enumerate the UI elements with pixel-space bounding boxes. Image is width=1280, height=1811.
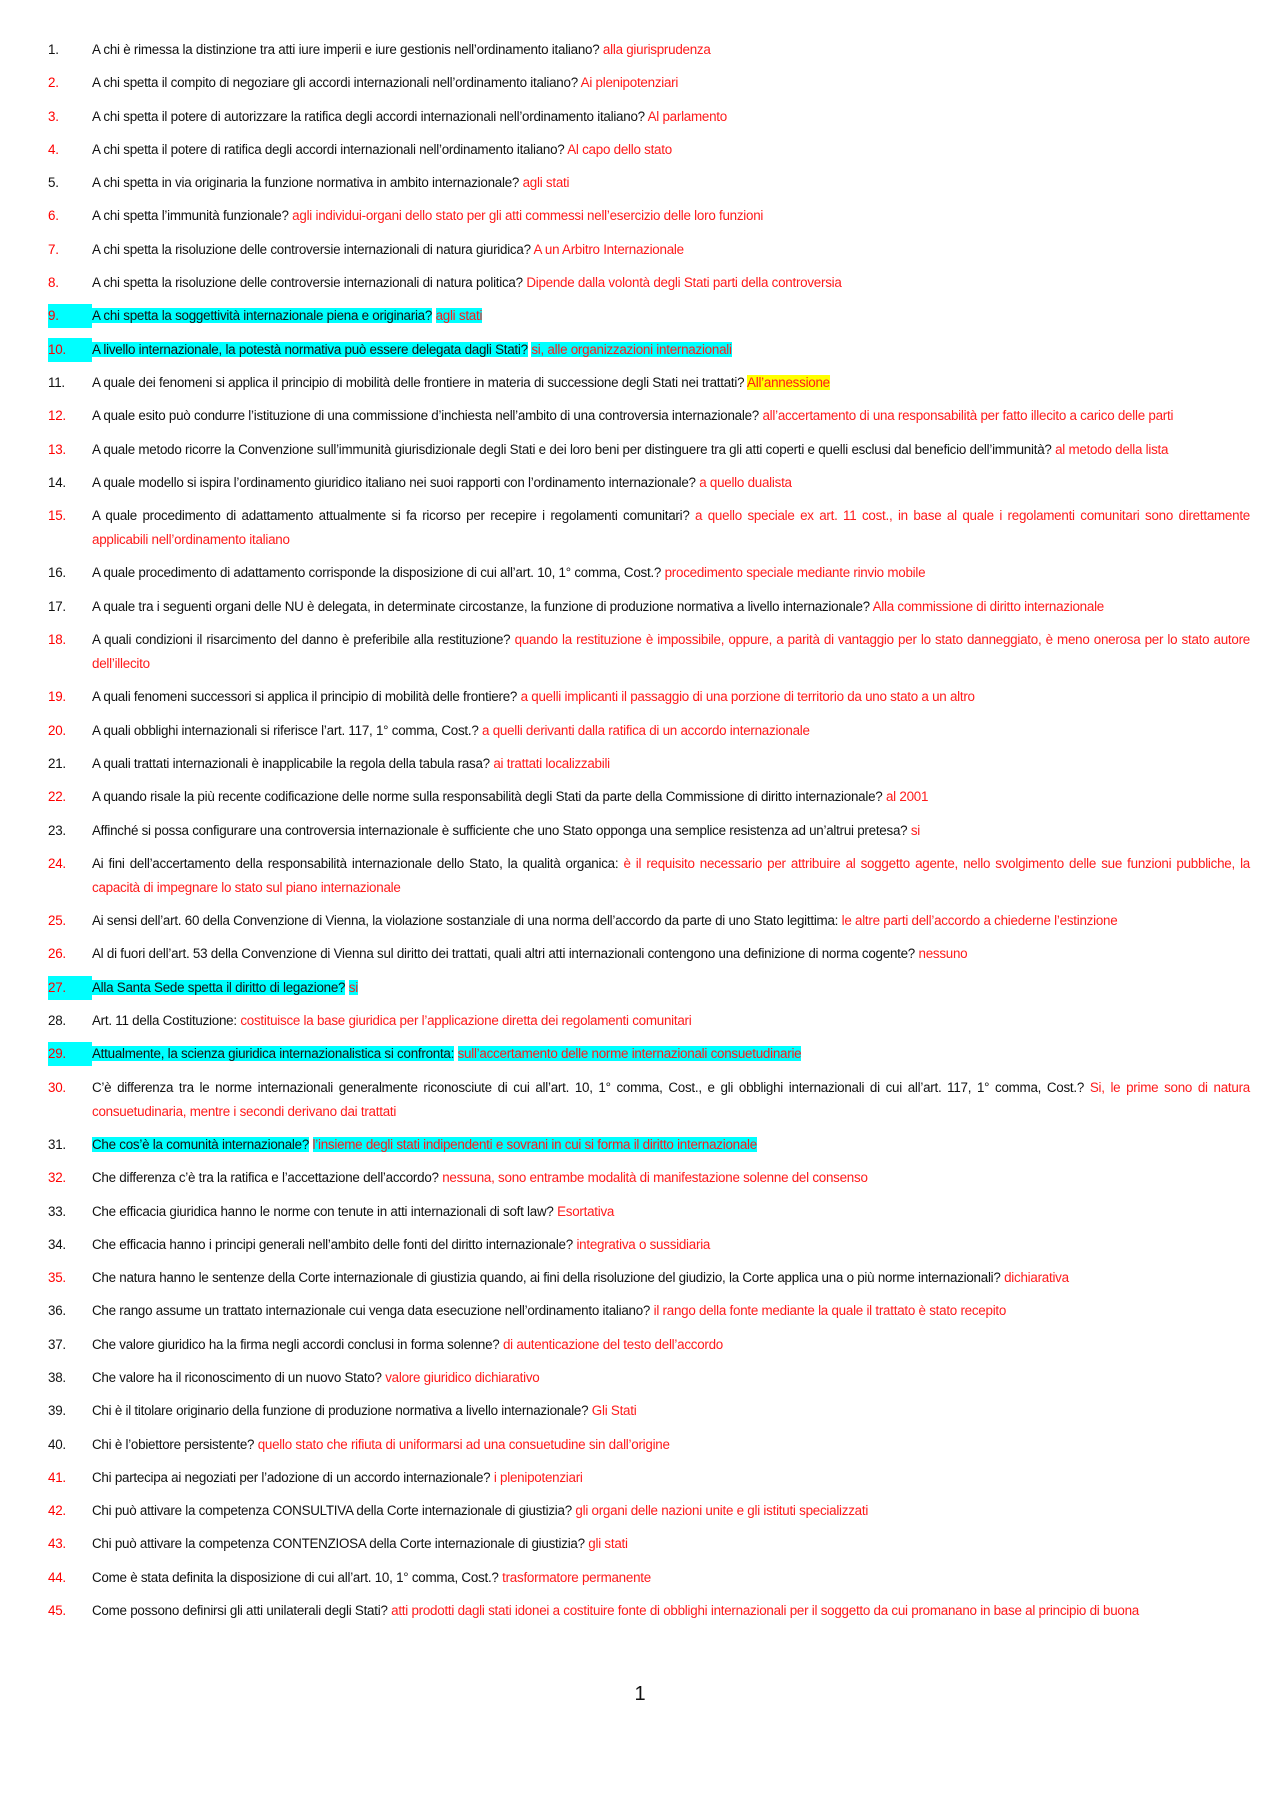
question-text-block: [92, 304, 1250, 328]
question-text-block: [92, 1532, 1250, 1556]
question-text-block: [92, 1200, 1250, 1224]
question-item: [48, 271, 1250, 295]
question-item: [48, 1366, 1250, 1390]
question-item: [48, 1009, 1250, 1033]
question-text: Chi è il titolare originario della funzione di produzione normativa a livello internazionale?: [92, 1403, 589, 1419]
question-text: Che natura hanno le sentenze della Corte internazionale di giustizia quando, ai fini della risoluzione del giudizio, la Corte applica una o più norme internazionali?: [92, 1270, 1001, 1286]
question-text: A quale procedimento di adattamento corrisponde la disposizione di cui all’art. 10, 1° comma, Cost.?: [92, 565, 662, 581]
question-text-block: [92, 471, 1250, 495]
question-text-block: [92, 1599, 1250, 1623]
question-text: A quando risale la più recente codificazione delle norme sulla responsabilità degli Stati da parte della Commissione di diritto internazionale?: [92, 789, 883, 805]
question-number: 40.: [48, 1436, 66, 1452]
answer-text: agli individui-organi dello stato per gli atti commessi nell’esercizio delle loro funzioni: [292, 208, 764, 224]
question-text-block: [92, 204, 1250, 228]
question-item: [48, 38, 1250, 62]
question-item: [48, 504, 1250, 552]
question-item: [48, 852, 1250, 900]
question-text: A chi spetta il potere di autorizzare la ratifica degli accordi internazionali nell’ordinamento italiano?: [92, 108, 645, 124]
question-item: [48, 338, 1250, 362]
question-number: 7.: [48, 241, 59, 257]
question-text: Chi può attivare la competenza CONSULTIVA della Corte internazionale di giustizia?: [92, 1503, 572, 1519]
question-number: 42.: [48, 1503, 66, 1519]
question-item: [48, 1133, 1250, 1157]
question-text-block: [92, 685, 1250, 709]
question-text-block: [92, 1233, 1250, 1257]
answer-text: Al capo dello stato: [567, 141, 672, 157]
question-number: 17.: [48, 598, 66, 614]
question-item: [48, 1433, 1250, 1457]
question-item: [48, 1532, 1250, 1556]
answer-text: integrativa o sussidiaria: [576, 1236, 711, 1252]
question-text-block: [92, 271, 1250, 295]
question-number: 13.: [48, 441, 66, 457]
question-text: Chi partecipa ai negoziati per l’adozione di un accordo internazionale?: [92, 1469, 491, 1485]
question-text-block: [92, 338, 1250, 362]
question-text: A chi spetta in via originaria la funzione normativa in ambito internazionale?: [92, 175, 520, 191]
question-item: [48, 1499, 1250, 1523]
question-item: [48, 752, 1250, 776]
question-text: A quali condizioni il risarcimento del danno è preferibile alla restituzione?: [92, 632, 511, 648]
question-text-block: [92, 1166, 1250, 1190]
question-text-block: [92, 1499, 1250, 1523]
question-text: Che rango assume un trattato internazionale cui venga data esecuzione nell’ordinamento italiano?: [92, 1303, 651, 1319]
question-number: 8.: [48, 275, 59, 291]
question-text: A livello internazionale, la potestà normativa può essere delegata dagli Stati?: [92, 341, 528, 357]
question-item: [48, 976, 1250, 1000]
question-number: 34.: [48, 1236, 66, 1252]
answer-text: è il requisito necessario per attribuire al soggetto agente, nello svolgimento delle sue funzioni pubbliche, la capacità di impegnare lo stato sul piano internazionale: [92, 855, 1250, 895]
answer-text: A un Arbitro Internazionale: [533, 241, 684, 257]
answer-text: agli stati: [435, 308, 483, 324]
answer-text: procedimento speciale mediante rinvio mobile: [664, 565, 926, 581]
question-text: A quali fenomeni successori si applica il principio di mobilità delle frontiere?: [92, 689, 518, 705]
question-item: [48, 404, 1250, 428]
question-text-block: [92, 438, 1250, 462]
answer-text: Al parlamento: [647, 108, 727, 124]
answer-text: l’insieme degli stati indipendenti e sovrani in cui si forma il diritto internazionale: [312, 1136, 757, 1152]
answer-text: sull’accertamento delle norme internazionali consuetudinarie: [457, 1046, 802, 1062]
question-text: A chi spetta la soggettività internazionale piena e originaria?: [92, 308, 433, 324]
answer-text: valore giuridico dichiarativo: [385, 1369, 540, 1385]
question-item: [48, 304, 1250, 328]
question-number: 6.: [48, 208, 59, 224]
question-text-block: [92, 71, 1250, 95]
question-text-block: [92, 1399, 1250, 1423]
answer-text: quello stato che rifiuta di uniformarsi ad una consuetudine sin dall’origine: [257, 1436, 670, 1452]
question-text-block: [92, 1333, 1250, 1357]
answer-text: a quelli implicanti il passaggio di una porzione di territorio da uno stato a un altro: [520, 689, 975, 705]
question-text-block: [92, 819, 1250, 843]
answer-text: si: [348, 979, 358, 995]
question-item: [48, 819, 1250, 843]
answer-text: Dipende dalla volontà degli Stati parti della controversia: [526, 275, 842, 291]
question-text: A chi è rimessa la distinzione tra atti iure imperii e iure gestionis nell’ordinamento italiano?: [92, 42, 600, 57]
question-item: [48, 171, 1250, 195]
question-text-block: [92, 1566, 1250, 1590]
question-text-block: [92, 595, 1250, 619]
answer-text: Ai plenipotenziari: [580, 75, 679, 91]
question-number: 11.: [48, 374, 65, 390]
question-text-block: [92, 1366, 1250, 1390]
question-number: 20.: [48, 722, 66, 738]
question-number: 15.: [48, 508, 66, 524]
answer-text: di autenticazione del testo dell’accordo: [502, 1336, 724, 1352]
answer-text: alla giurisprudenza: [602, 42, 711, 57]
question-text: Art. 11 della Costituzione:: [92, 1013, 237, 1029]
question-text: Al di fuori dell’art. 53 della Convenzione di Vienna sul diritto dei trattati, quali altri atti internazionali contengono una definizione di norma cogente?: [92, 946, 916, 962]
question-text-block: [92, 38, 1250, 62]
question-item: [48, 561, 1250, 585]
question-text: A chi spetta il potere di ratifica degli accordi internazionali nell’ordinamento italiano?: [92, 141, 565, 157]
question-text-block: [92, 404, 1250, 428]
question-text: Chi può attivare la competenza CONTENZIOSA della Corte internazionale di giustizia?: [92, 1536, 585, 1552]
question-number: 33.: [48, 1203, 66, 1219]
answer-text: gli organi delle nazioni unite e gli istituti specializzati: [575, 1503, 869, 1519]
question-number: 36.: [48, 1303, 66, 1319]
answer-text: gli stati: [588, 1536, 628, 1552]
question-text: A quali trattati internazionali è inapplicabile la regola della tabula rasa?: [92, 755, 490, 771]
answer-text: atti prodotti dagli stati idonei a costituire fonte di obblighi internazionali per il soggetto da cui promanano in base al principio di buona: [391, 1603, 1139, 1619]
question-item: [48, 1076, 1250, 1124]
answer-text: Esortativa: [557, 1203, 615, 1219]
question-number: 16.: [48, 565, 66, 581]
question-list: [48, 38, 1250, 1632]
question-text-block: [92, 852, 1250, 900]
question-text: Che valore giuridico ha la firma negli accordi conclusi in forma solenne?: [92, 1336, 500, 1352]
question-text: A quali obblighi internazionali si riferisce l’art. 117, 1° comma, Cost.?: [92, 722, 479, 738]
question-number: 2.: [48, 75, 59, 91]
question-text-block: [92, 171, 1250, 195]
question-text: C’è differenza tra le norme internazionali generalmente riconosciute di cui all’art. 10, 1° comma, Cost., e gli obblighi internazionali di cui all’art. 117, 1° comma, Cost.?: [92, 1079, 1085, 1095]
question-number: 23.: [48, 822, 66, 838]
question-text: Che cos’è la comunità internazionale?: [92, 1136, 310, 1152]
question-item: [48, 595, 1250, 619]
question-text: A chi spetta la risoluzione delle controversie internazionali di natura giuridica?: [92, 241, 531, 257]
answer-text: Alla commissione di diritto internazionale: [872, 598, 1104, 614]
answer-text: a quello dualista: [699, 474, 792, 490]
question-item: [48, 719, 1250, 743]
question-number: 38.: [48, 1369, 66, 1385]
question-text-block: [92, 371, 1250, 395]
question-text: Che differenza c’è tra la ratifica e l’accettazione dell’accordo?: [92, 1170, 439, 1186]
question-text: Ai fini dell’accertamento della responsabilità internazionale dello Stato, la qualità organica:: [92, 855, 619, 871]
answer-text: il rango della fonte mediante la quale il trattato è stato recepito: [653, 1303, 1007, 1319]
question-number: 44.: [48, 1569, 66, 1585]
question-number: 39.: [48, 1403, 66, 1419]
question-item: [48, 785, 1250, 809]
answer-text: le altre parti dell’accordo a chiederne l’estinzione: [841, 913, 1118, 929]
answer-text: dichiarativa: [1004, 1270, 1069, 1286]
question-item: [48, 204, 1250, 228]
question-text-block: [92, 504, 1250, 552]
question-text-block: [92, 105, 1250, 129]
question-text-block: [92, 1299, 1250, 1323]
question-text-block: [92, 785, 1250, 809]
question-text: Attualmente, la scienza giuridica internazionalistica si confronta:: [92, 1046, 455, 1062]
question-number: 24.: [48, 855, 66, 871]
question-number: 14.: [48, 474, 66, 490]
question-text-block: [92, 1433, 1250, 1457]
question-text: A quale metodo ricorre la Convenzione sull’immunità giurisdizionale degli Stati e dei loro beni per distinguere tra gli atti coperti e quelli esclusi dal beneficio dell’immunità?: [92, 441, 1052, 457]
answer-text: al metodo della lista: [1055, 441, 1169, 457]
question-item: [48, 238, 1250, 262]
question-text-block: [92, 752, 1250, 776]
question-number: 29.: [48, 1042, 92, 1066]
question-text-block: [92, 719, 1250, 743]
question-text: A quale modello si ispira l’ordinamento giuridico italiano nei suoi rapporti con l’ordinamento internazionale?: [92, 474, 696, 490]
question-item: [48, 438, 1250, 462]
question-number: 5.: [48, 175, 59, 191]
answer-text: agli stati: [522, 175, 570, 191]
answer-text: trasformatore permanente: [502, 1569, 651, 1585]
question-item: [48, 685, 1250, 709]
question-number: 22.: [48, 789, 66, 805]
question-number: 4.: [48, 141, 59, 157]
question-text: Ai sensi dell’art. 60 della Convenzione di Vienna, la violazione sostanziale di una norma dell’accordo da parte di uno Stato legittima:: [92, 913, 839, 929]
question-item: [48, 371, 1250, 395]
question-number: 21.: [48, 755, 66, 771]
question-text-block: [92, 942, 1250, 966]
question-text: Chi è l’obiettore persistente?: [92, 1436, 255, 1452]
question-text: Che valore ha il riconoscimento di un nuovo Stato?: [92, 1369, 382, 1385]
question-text: Come possono definirsi gli atti unilaterali degli Stati?: [92, 1603, 388, 1619]
answer-text: i plenipotenziari: [493, 1469, 583, 1485]
question-text-block: [92, 138, 1250, 162]
answer-text: nessuno: [918, 946, 968, 962]
question-item: [48, 1333, 1250, 1357]
answer-text: a quelli derivanti dalla ratifica di un accordo internazionale: [482, 722, 810, 738]
question-number: 45.: [48, 1603, 66, 1619]
question-number: 1.: [48, 42, 59, 57]
answer-text: Gli Stati: [591, 1403, 637, 1419]
question-number: 3.: [48, 108, 59, 124]
question-number: 12.: [48, 408, 66, 424]
question-text-block: [92, 1042, 1250, 1066]
answer-text: all’accertamento di una responsabilità per fatto illecito a carico delle parti: [762, 408, 1174, 424]
question-item: [48, 71, 1250, 95]
question-number: 28.: [48, 1013, 66, 1029]
question-item: [48, 471, 1250, 495]
question-item: [48, 1399, 1250, 1423]
question-text: A quale tra i seguenti organi delle NU è delegata, in determinate circostanze, la funzione di produzione normativa a livello internazionale?: [92, 598, 870, 614]
question-number: 9.: [48, 304, 92, 328]
page-number: 1: [634, 1683, 646, 1705]
question-number: 43.: [48, 1536, 66, 1552]
question-text-block: [92, 238, 1250, 262]
answer-text: si, alle organizzazioni internazionali: [531, 341, 732, 357]
answer-text: nessuna, sono entrambe modalità di manifestazione solenne del consenso: [442, 1170, 868, 1186]
answer-text: a quello speciale ex art. 11 cost., in base al quale i regolamenti comunitari sono direttamente applicabili nell’ordinamento italiano: [92, 508, 1250, 548]
question-number: 41.: [48, 1469, 66, 1485]
question-number: 25.: [48, 913, 66, 929]
question-item: [48, 1042, 1250, 1066]
question-item: [48, 628, 1250, 676]
question-item: [48, 1299, 1250, 1323]
question-text: Che efficacia hanno i principi generali nell’ambito delle fonti del diritto internazionale?: [92, 1236, 573, 1252]
question-number: 18.: [48, 632, 66, 648]
question-number: 30.: [48, 1079, 66, 1095]
question-item: [48, 1599, 1250, 1623]
answer-text: All’annessione: [747, 374, 830, 390]
question-item: [48, 1266, 1250, 1290]
question-item: [48, 105, 1250, 129]
question-text: Come è stata definita la disposizione di cui all’art. 10, 1° comma, Cost.?: [92, 1569, 499, 1585]
question-text: Alla Santa Sede spetta il diritto di legazione?: [92, 979, 346, 995]
question-item: [48, 942, 1250, 966]
question-text-block: [92, 976, 1250, 1000]
question-text-block: [92, 1133, 1250, 1157]
question-text-block: [92, 628, 1250, 676]
question-item: [48, 1466, 1250, 1490]
question-item: [48, 909, 1250, 933]
question-text-block: [92, 561, 1250, 585]
question-text-block: [92, 909, 1250, 933]
question-text-block: [92, 1009, 1250, 1033]
question-number: 27.: [48, 976, 92, 1000]
question-text: A quale procedimento di adattamento attualmente si fa ricorso per recepire i regolamenti comunitari?: [92, 508, 690, 524]
question-text-block: [92, 1076, 1250, 1124]
question-number: 37.: [48, 1336, 66, 1352]
question-number: 26.: [48, 946, 66, 962]
question-text: A quale esito può condurre l’istituzione di una commissione d’inchiesta nell’ambito di una controversia internazionale?: [92, 408, 759, 424]
answer-text: costituisce la base giuridica per l’applicazione diretta dei regolamenti comunitari: [240, 1013, 692, 1029]
answer-text: al 2001: [885, 789, 929, 805]
answer-text: quando la restituzione è impossibile, oppure, a parità di vantaggio per lo stato danneggiato, è meno onerosa per lo stato autore dell’illecito: [92, 632, 1251, 672]
question-item: [48, 1200, 1250, 1224]
question-number: 19.: [48, 689, 66, 705]
answer-text: ai trattati localizzabili: [493, 755, 610, 771]
question-item: [48, 138, 1250, 162]
question-number: 32.: [48, 1170, 66, 1186]
question-number: 31.: [48, 1136, 66, 1152]
question-text: Che efficacia giuridica hanno le norme con tenute in atti internazionali di soft law?: [92, 1203, 554, 1219]
question-item: [48, 1166, 1250, 1190]
answer-text: si: [910, 822, 920, 838]
question-text: A chi spetta l’immunità funzionale?: [92, 208, 289, 224]
question-item: [48, 1566, 1250, 1590]
question-item: [48, 1233, 1250, 1257]
question-text: A chi spetta la risoluzione delle controversie internazionali di natura politica?: [92, 275, 523, 291]
answer-text: Si, le prime sono di natura consuetudinaria, mentre i secondi derivano dai trattati: [92, 1079, 1250, 1119]
question-number: 35.: [48, 1270, 66, 1286]
question-text-block: [92, 1266, 1250, 1290]
question-number: 10.: [48, 338, 92, 362]
question-text-block: [92, 1466, 1250, 1490]
question-text: A chi spetta il compito di negoziare gli accordi internazionali nell’ordinamento italiano?: [92, 75, 578, 91]
question-text: Affinché si possa configurare una controversia internazionale è sufficiente che uno Stato opponga una semplice resistenza ad un’altrui pretesa?: [92, 822, 908, 838]
question-text: A quale dei fenomeni si applica il principio di mobilità delle frontiere in materia di successione degli Stati nei trattati?: [92, 374, 745, 390]
